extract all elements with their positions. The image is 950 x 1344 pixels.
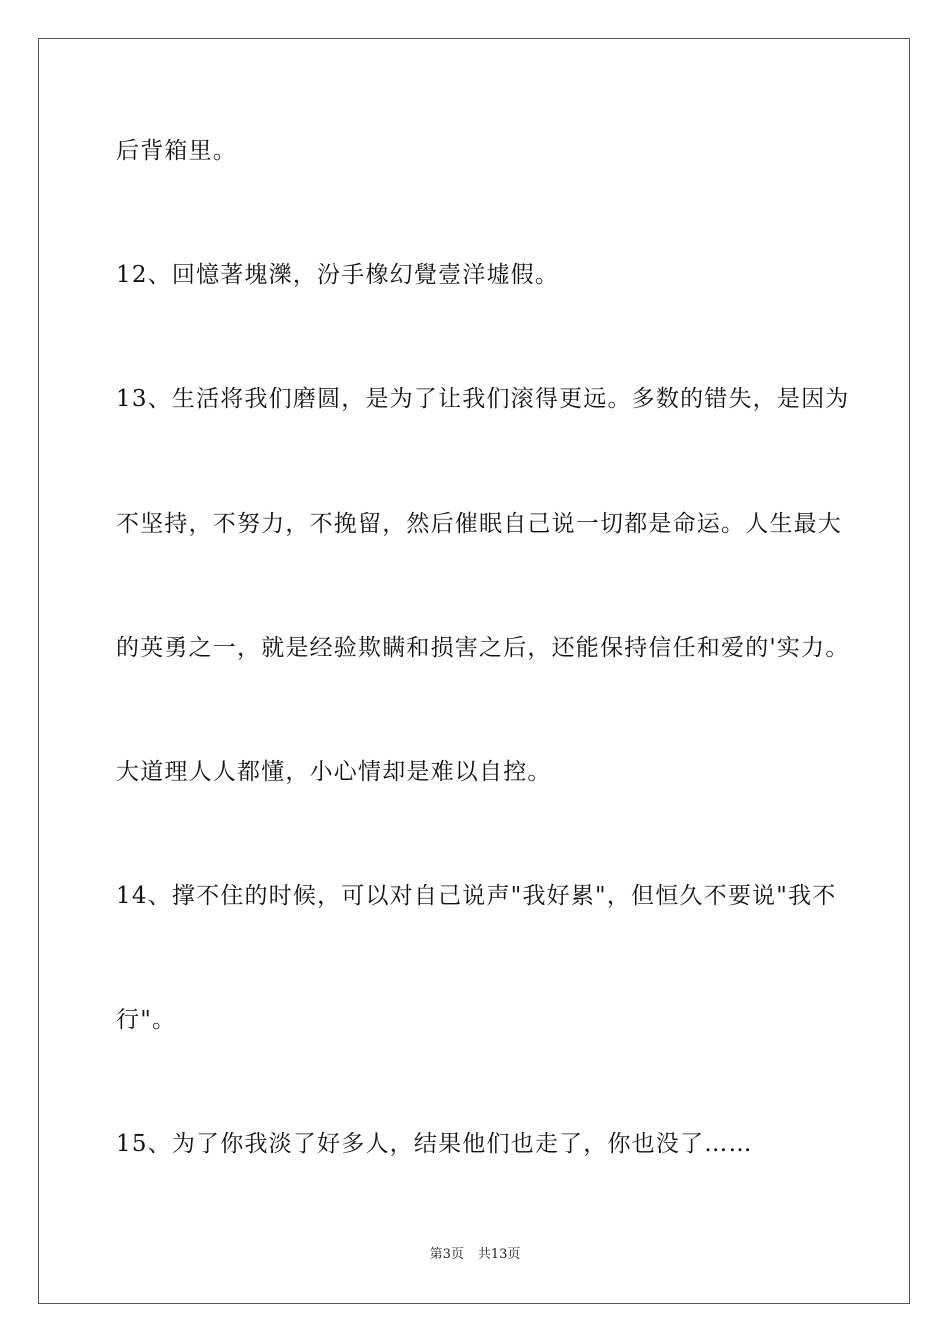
text-line-6: 大道理人人都懂，小心情却是难以自控。 [116, 759, 552, 785]
page-number: 第3页 [429, 1247, 464, 1262]
text-line-5: 的英勇之一，就是经验欺瞒和损害之后，还能保持信任和爱的'实力。 [116, 635, 850, 661]
text-line-3: 13、生活将我们磨圆，是为了让我们滚得更远。多数的错失，是因为 [116, 386, 850, 412]
text-line-1: 后背箱里。 [116, 138, 237, 164]
text-line-8: 行"。 [116, 1007, 177, 1033]
text-line-9: 15、为了你我淡了好多人，结果他们也走了，你也没了…… [116, 1131, 753, 1157]
text-line-7: 14、撑不住的时候，可以对自己说声"我好累"，但恒久不要说"我不 [116, 883, 837, 909]
page-total: 共13页 [477, 1247, 521, 1262]
page-border [38, 38, 910, 1304]
page-footer [0, 1246, 950, 1264]
text-line-2: 12、回憶著塊濼，汾手橡幻覺壹洋墟假。 [116, 262, 560, 288]
text-line-4: 不坚持，不努力，不挽留，然后催眠自己说一切都是命运。人生最大 [116, 511, 842, 537]
